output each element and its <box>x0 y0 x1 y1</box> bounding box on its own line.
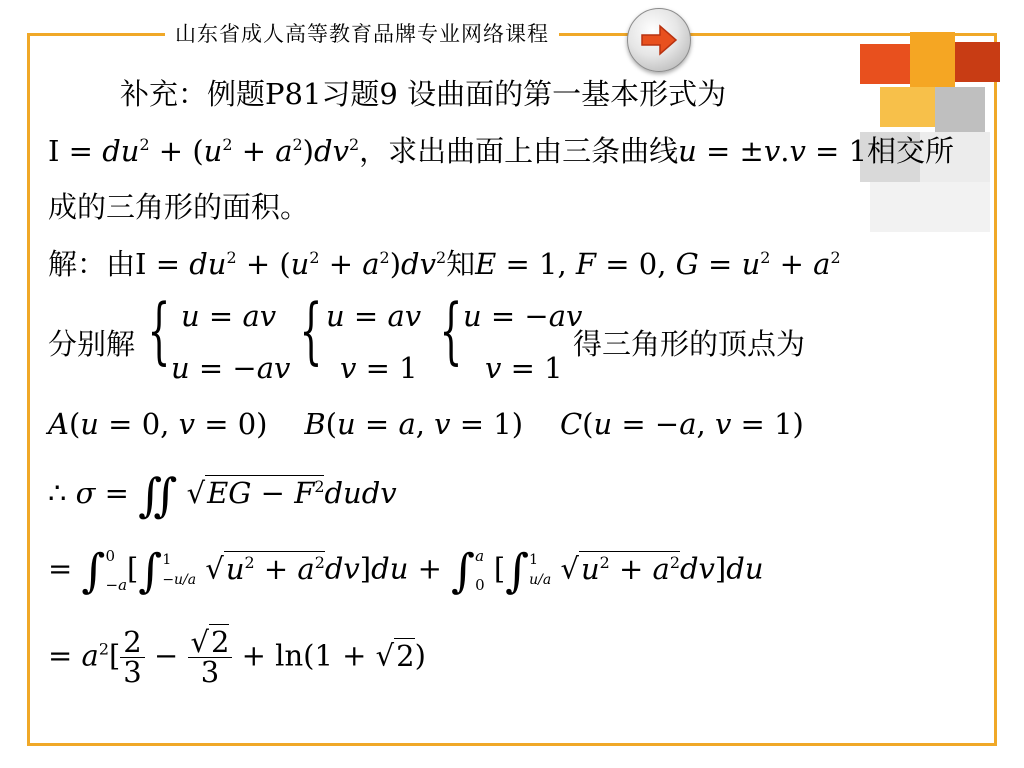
first-fundamental-form: $I = du^2 + (u^2 + a^2)dv^2$ <box>48 134 360 168</box>
course-title: 山东省成人高等教育品牌专业网络课程 <box>165 18 559 48</box>
problem-line-3: 成的三角形的面积。 <box>48 190 310 224</box>
decorative-blocks-graphic <box>860 32 1000 232</box>
area-integral: = ∫ 0 −a [∫ 1 −u/a $√u^2 + a^2dv]du$ + ∫ a 0 [∫ 1 u/a $√u^2 + a^2dv]du$ <box>48 543 764 598</box>
vertex-text: 得三角形的顶点为 <box>573 327 806 361</box>
curves-formula: u = ±v.v = 1 <box>678 134 868 168</box>
arrow-right-icon <box>638 21 680 59</box>
triangle-vertices: A(u = 0, v = 0) B(u = a, v = 1) C(u = −a, v = 1) <box>48 407 804 441</box>
next-slide-button[interactable] <box>627 8 691 72</box>
solution-line-1: 解：由$I = du^2 + (u^2 + a^2)dv^2$知E = 1, F = 0, $G = u^2 + a^2$ <box>48 247 841 281</box>
problem-line-1: 补充：例题P81习题9 设曲面的第一基本形式为 <box>120 77 727 111</box>
problem-line-2: $I = du^2 + (u^2 + a^2)dv^2$，求出曲面上由三条曲线u = ±v.v = 1相交所 <box>48 134 955 168</box>
split-label: 分别解 <box>48 327 136 361</box>
area-result: = $a^2$[ $\frac{2}{3}$ − $\frac{√2}{3}$ + ln(1 + √2) <box>48 625 426 689</box>
area-formula: ∴ σ = ∬ $√EG - F^2dudv$ <box>48 468 397 522</box>
